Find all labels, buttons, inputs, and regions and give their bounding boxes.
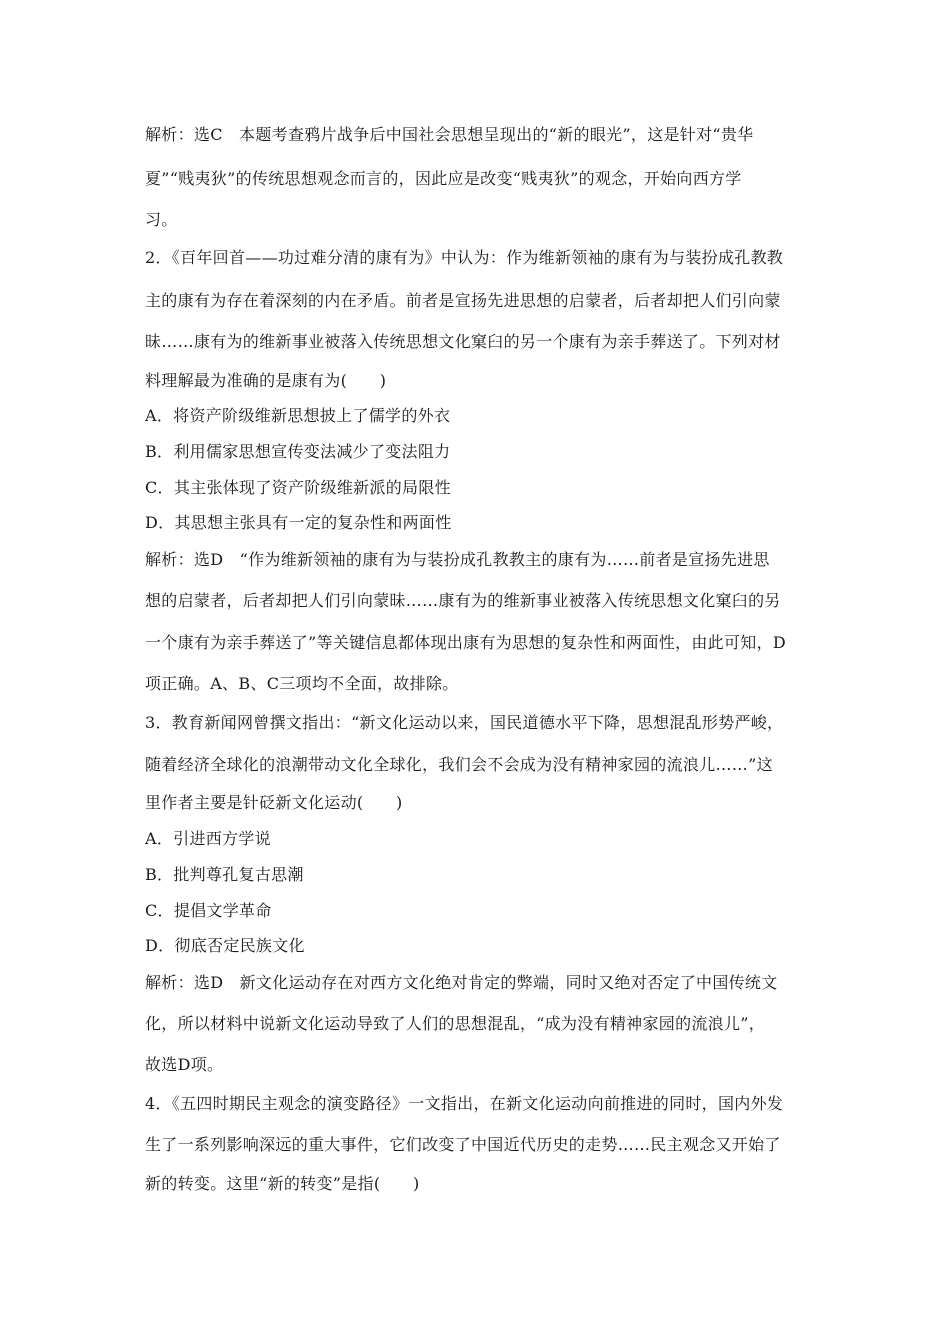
q2-analysis-line-3: 一个康有为亲手葬送了”等关键信息都体现出康有为思想的复杂性和两面性，由此可知，D bbox=[145, 633, 787, 652]
q1-analysis-line-3: 习。 bbox=[145, 210, 178, 229]
q3-stem-line-2: 随着经济全球化的浪潮带动文化全球化，我们会不会成为没有精神家园的流浪儿……”这 bbox=[145, 755, 773, 774]
q2-stem-line-4: 料理解最为准确的是康有为( ) bbox=[145, 371, 387, 390]
q3-stem-line-3: 里作者主要是针砭新文化运动( ) bbox=[145, 793, 403, 812]
q3-analysis-line-3: 故选D项。 bbox=[145, 1055, 224, 1074]
q3-option-d: D．彻底否定民族文化 bbox=[145, 936, 305, 955]
q4-stem-line-3: 新的转变。这里“新的转变”是指( ) bbox=[145, 1174, 420, 1193]
q2-analysis-line-4: 项正确。A、B、C三项均不全面，故排除。 bbox=[145, 674, 459, 693]
q3-option-a: A．引进西方学说 bbox=[145, 829, 271, 848]
q1-analysis-line-1: 解析：选C 本题考查鸦片战争后中国社会思想呈现出的“新的眼光”，这是针对“贵华 bbox=[145, 125, 754, 144]
q3-analysis-line-1: 解析：选D 新文化运动存在对西方文化绝对肯定的弊端，同时又绝对否定了中国传统文 bbox=[145, 973, 778, 992]
q2-option-b: B．利用儒家思想宣传变法减少了变法阻力 bbox=[145, 442, 451, 461]
q2-stem-line-2: 主的康有为存在着深刻的内在矛盾。前者是宣扬先进思想的启蒙者，后者却把人们引向蒙 bbox=[145, 291, 781, 310]
q3-option-c: C．提倡文学革命 bbox=[145, 901, 272, 920]
q1-analysis-line-2: 夏”“贱夷狄”的传统思想观念而言的，因此应是改变“贱夷狄”的观念，开始向西方学 bbox=[145, 169, 742, 188]
q3-stem-line-1: 3．教育新闻网曾撰文指出：“新文化运动以来，国民道德水平下降，思想混乱形势严峻， bbox=[145, 713, 784, 732]
q2-analysis-line-1: 解析：选D “作为维新领袖的康有为与装扮成孔教教主的康有为……前者是宣扬先进思 bbox=[145, 550, 770, 569]
q3-option-b: B．批判尊孔复古思潮 bbox=[145, 865, 304, 884]
q2-analysis-line-2: 想的启蒙者，后者却把人们引向蒙昧……康有为的维新事业被落入传统思想文化窠臼的另 bbox=[145, 591, 781, 610]
q3-analysis-line-2: 化，所以材料中说新文化运动导致了人们的思想混乱，“成为没有精神家园的流浪儿”， bbox=[145, 1014, 766, 1033]
q2-option-a: A．将资产阶级维新思想披上了儒学的外衣 bbox=[145, 406, 451, 425]
q2-option-c: C．其主张体现了资产阶级维新派的局限性 bbox=[145, 478, 451, 497]
q2-stem-line-1: 2．《百年回首——功过难分清的康有为》中认为：作为维新领袖的康有为与装扮成孔教教 bbox=[145, 248, 784, 267]
q4-stem-line-2: 生了一系列影响深远的重大事件，它们改变了中国近代历史的走势……民主观念又开始了 bbox=[145, 1135, 781, 1154]
q2-stem-line-3: 昧……康有为的维新事业被落入传统思想文化窠臼的另一个康有为亲手葬送了。下列对材 bbox=[145, 332, 781, 351]
q2-option-d: D．其思想主张具有一定的复杂性和两面性 bbox=[145, 513, 452, 532]
q4-stem-line-1: 4．《五四时期民主观念的演变路径》一文指出，在新文化运动向前推进的同时，国内外发 bbox=[145, 1094, 784, 1113]
